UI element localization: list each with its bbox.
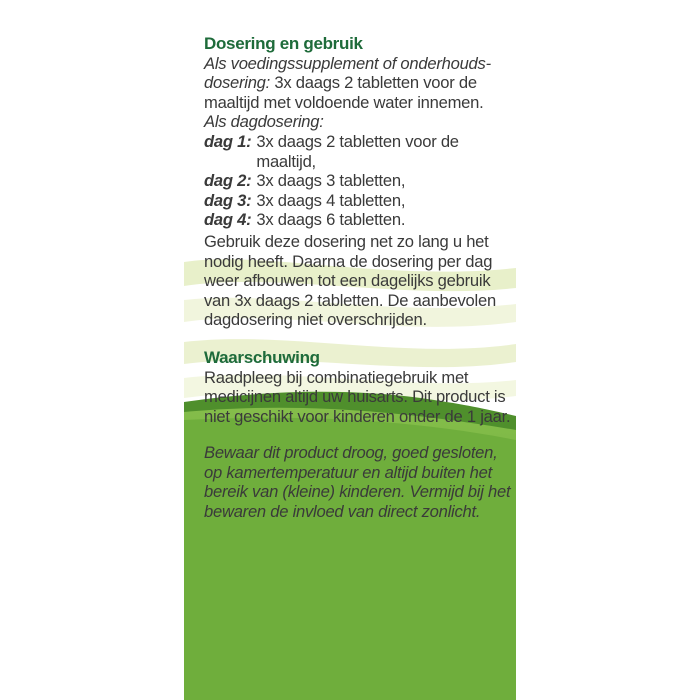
warning-text: Raadpleeg bij combinatiegebruik met medicijnen altijd uw huisarts. Dit product is niet geschikt voor kinderen onder de 1 jaar. [204,367,511,426]
dosage-heading: Dosering en gebruik [204,34,363,53]
day-label: dag 1: [204,131,252,151]
supplement-dosage [204,54,514,113]
day-label: dag 3: [204,190,252,210]
day-text: 3x daags 3 tabletten, [256,171,406,191]
supplement-label: Als voedingssupplement of onderhouds-dosering: [204,53,491,93]
day-dosage-label: Als dagdosering: [204,112,324,132]
day-4-row [204,210,514,230]
label-text [204,34,514,522]
usage-text: Gebruik deze dosering net zo lang u het nodig heeft. Daarna de dosering per dag weer afbouwen tot een dagelijks gebruik van 3x daags 2 tabletten. De aanbevolen dagdosering niet overschrijden. [204,231,496,330]
warning-heading: Waarschuwing [204,347,320,367]
day-text: 3x daags 2 tabletten voor de maaltijd, [256,131,459,171]
supplement-text: 3x daags 2 tabletten voor de maaltijd met voldoende water innemen. [204,73,484,112]
product-label-panel [184,0,516,700]
day-text: 3x daags 6 tabletten. [256,210,406,230]
day-label: dag 4: [204,210,252,230]
day-label: dag 2: [204,171,252,191]
storage-text: Bewaar dit product droog, goed gesloten, op kamertemperatuur en altijd buiten het bereik van (kleine) kinderen. Vermijd bij het bewaren de invloed van direct zonlicht. [204,443,511,522]
day-1-row [204,132,514,171]
day-text: 3x daags 4 tabletten, [256,190,406,210]
day-2-row [204,171,514,191]
day-3-row [204,191,514,211]
